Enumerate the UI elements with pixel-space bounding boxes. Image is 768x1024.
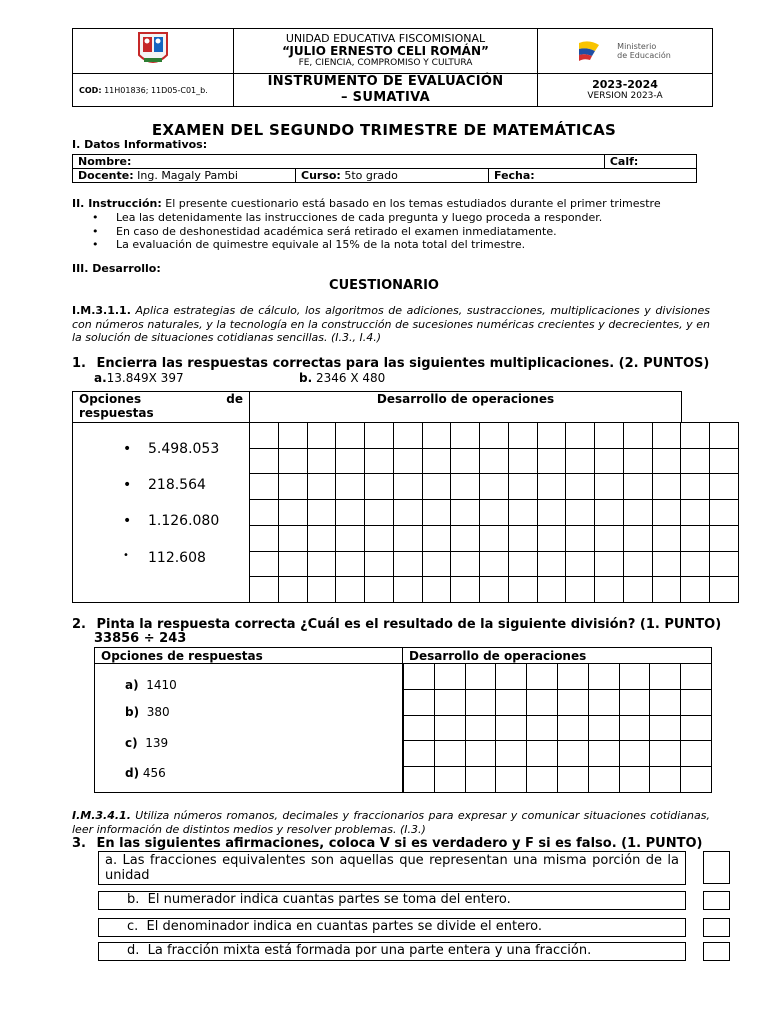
statement-a: a. Las fracciones equivalentes son aquellas que representan una misma porción de la unidad xyxy=(98,851,686,885)
school-logo-icon xyxy=(135,31,171,69)
grid-cell[interactable] xyxy=(451,577,480,603)
grid-cell[interactable] xyxy=(623,577,652,603)
exam-title: EXAMEN DEL SEGUNDO TRIMESTRE DE MATEMÁTICAS xyxy=(151,121,617,139)
grid-cell[interactable] xyxy=(527,664,558,690)
grid-cell[interactable] xyxy=(393,500,422,526)
version: VERSION 2023-A xyxy=(587,91,663,101)
grid-cell[interactable] xyxy=(307,448,336,474)
grid-cell[interactable] xyxy=(451,423,480,449)
answer-box-d[interactable] xyxy=(703,942,730,961)
grid-cell[interactable] xyxy=(595,551,624,577)
indicator-1-text: Aplica estrategias de cálculo, los algoritmos de adiciones, sustracciones, multiplicaciones y divisiones con números naturales, y la tecnología en la construcción de sucesiones numéricas crecientes y decrecientes, y en la solución de situaciones cotidianas sencillas. (I.3., I.4.) xyxy=(72,304,710,344)
grid-cell[interactable] xyxy=(508,525,537,551)
q1-col-development: Desarrollo de operaciones xyxy=(376,392,555,406)
grid-cell[interactable] xyxy=(588,715,619,741)
nombre-label: Nombre: xyxy=(78,155,132,168)
grid-cell[interactable] xyxy=(393,525,422,551)
q2-col-options: Opciones de respuestas xyxy=(95,648,403,664)
grid-cell[interactable] xyxy=(566,551,595,577)
ministry-logo-icon xyxy=(579,41,611,61)
grid-cell[interactable] xyxy=(652,500,681,526)
answer-box-c[interactable] xyxy=(703,918,730,937)
grid-cell[interactable] xyxy=(250,577,279,603)
grid-cell[interactable] xyxy=(278,423,307,449)
grid-cell[interactable] xyxy=(652,525,681,551)
grid-cell[interactable] xyxy=(434,664,465,690)
docente-label: Docente: xyxy=(78,169,134,182)
grid-cell[interactable] xyxy=(336,474,365,500)
grid-cell[interactable] xyxy=(336,448,365,474)
grid-cell[interactable] xyxy=(595,525,624,551)
question-3-text: En las siguientes afirmaciones, coloca V si es verdadero y F si es falso. (1. PUNTO) xyxy=(96,836,703,851)
grid-cell[interactable] xyxy=(422,423,451,449)
statement-c: c. El denominador indica en cuantas partes se divide el entero. xyxy=(98,918,686,937)
grid-cell[interactable] xyxy=(537,474,566,500)
grid-cell[interactable] xyxy=(681,715,712,741)
grid-cell[interactable] xyxy=(465,741,496,767)
instruction-bullet: • La evaluación de quimestre equivale al 15% de la nota total del trimestre. xyxy=(92,238,602,252)
grid-cell[interactable] xyxy=(537,423,566,449)
grid-cell[interactable] xyxy=(496,741,527,767)
indicator-2 xyxy=(72,809,710,836)
grid-cell[interactable] xyxy=(557,767,588,793)
q2-options-cell xyxy=(95,664,403,792)
grid-cell[interactable] xyxy=(710,474,739,500)
grid-cell[interactable] xyxy=(422,551,451,577)
grid-cell[interactable] xyxy=(307,474,336,500)
question-2-text: Pinta la respuesta correcta ¿Cuál es el resultado de la siguiente división? (1. PUNTO) xyxy=(96,617,722,632)
grid-cell[interactable] xyxy=(365,500,394,526)
grid-cell[interactable] xyxy=(404,741,435,767)
grid-cell[interactable] xyxy=(508,551,537,577)
grid-cell[interactable] xyxy=(508,423,537,449)
grid-cell[interactable] xyxy=(537,577,566,603)
indicator-2-code: I.M.3.4.1. xyxy=(72,809,131,822)
grid-cell[interactable] xyxy=(404,767,435,793)
grid-cell[interactable] xyxy=(623,423,652,449)
grid-cell[interactable] xyxy=(623,551,652,577)
answer-box-b[interactable] xyxy=(703,891,730,910)
grid-cell[interactable] xyxy=(681,577,710,603)
grid-cell[interactable] xyxy=(422,525,451,551)
grid-cell[interactable] xyxy=(527,689,558,715)
question-3-number: 3. xyxy=(72,836,86,851)
grid-cell[interactable] xyxy=(527,715,558,741)
grid-cell[interactable] xyxy=(619,689,650,715)
curso-label: Curso: xyxy=(301,169,341,182)
question-1-text: Encierra las respuestas correctas para las siguientes multiplicaciones. (2. PUNTOS) xyxy=(96,356,710,371)
grid-cell[interactable] xyxy=(681,551,710,577)
answer-box-a[interactable] xyxy=(703,851,730,884)
section1-title: I. Datos Informativos: xyxy=(72,138,208,151)
grid-cell[interactable] xyxy=(508,500,537,526)
instruction-bullets xyxy=(92,211,602,252)
q2-option-a[interactable]: a) 1410 xyxy=(125,678,177,692)
grid-cell[interactable] xyxy=(336,577,365,603)
grid-cell[interactable] xyxy=(650,689,681,715)
grid-cell[interactable] xyxy=(681,500,710,526)
grid-cell[interactable] xyxy=(250,525,279,551)
grid-cell[interactable] xyxy=(393,474,422,500)
header-table xyxy=(72,28,713,107)
instruction-label: II. Instrucción: xyxy=(72,197,162,210)
grid-cell[interactable] xyxy=(557,741,588,767)
q1-item-a: a.13.849X 397 xyxy=(94,371,184,385)
grid-cell[interactable] xyxy=(480,577,509,603)
grid-cell[interactable] xyxy=(434,715,465,741)
grid-cell[interactable] xyxy=(451,551,480,577)
grid-cell[interactable] xyxy=(595,448,624,474)
grid-cell[interactable] xyxy=(623,474,652,500)
grid-cell[interactable] xyxy=(652,448,681,474)
grid-cell[interactable] xyxy=(465,767,496,793)
school-motto: FE, CIENCIA, COMPROMISO Y CULTURA xyxy=(298,58,473,68)
grid-cell[interactable] xyxy=(278,525,307,551)
grid-cell[interactable] xyxy=(650,664,681,690)
grid-cell[interactable] xyxy=(650,741,681,767)
q1-table-header xyxy=(72,391,682,422)
grid-cell[interactable] xyxy=(681,423,710,449)
grid-cell[interactable] xyxy=(595,577,624,603)
grid-cell[interactable] xyxy=(451,525,480,551)
grid-cell[interactable] xyxy=(336,423,365,449)
grid-cell[interactable] xyxy=(681,767,712,793)
student-data-table xyxy=(72,154,697,183)
grid-cell[interactable] xyxy=(465,664,496,690)
grid-cell[interactable] xyxy=(527,741,558,767)
grid-cell[interactable] xyxy=(480,423,509,449)
q2-col-development: Desarrollo de operaciones xyxy=(403,648,711,664)
q1-options-cell: • 5.498.053 • 218.564 • 1.126.080 • 112.608 xyxy=(72,422,250,603)
grid-cell[interactable] xyxy=(681,448,710,474)
grid-cell[interactable] xyxy=(681,474,710,500)
grid-cell[interactable] xyxy=(650,767,681,793)
grid-cell[interactable] xyxy=(496,689,527,715)
school-info-cell xyxy=(234,29,538,74)
grid-cell[interactable] xyxy=(619,741,650,767)
grid-cell[interactable] xyxy=(557,689,588,715)
grid-cell[interactable] xyxy=(623,525,652,551)
grid-cell[interactable] xyxy=(393,448,422,474)
grid-cell[interactable] xyxy=(336,525,365,551)
grid-cell[interactable] xyxy=(307,500,336,526)
grid-cell[interactable] xyxy=(566,474,595,500)
grid-cell[interactable] xyxy=(250,474,279,500)
cuestionario-heading: CUESTIONARIO xyxy=(329,278,439,293)
school-name: “JULIO ERNESTO CELI ROMÁN” xyxy=(282,44,489,58)
grid-cell[interactable] xyxy=(588,767,619,793)
grid-cell[interactable] xyxy=(652,577,681,603)
grid-cell[interactable] xyxy=(650,715,681,741)
grid-cell[interactable] xyxy=(250,423,279,449)
instrument-title: INSTRUMENTO DE EVALUACIÓN – SUMATIVA xyxy=(267,74,504,105)
grid-cell[interactable] xyxy=(480,525,509,551)
grid-cell[interactable] xyxy=(537,551,566,577)
docente-value: Ing. Magaly Pambi xyxy=(137,169,238,182)
question-1 xyxy=(72,356,709,371)
grid-cell[interactable] xyxy=(393,551,422,577)
grid-cell[interactable] xyxy=(365,423,394,449)
grid-cell[interactable] xyxy=(336,551,365,577)
grid-cell[interactable] xyxy=(278,500,307,526)
grid-cell[interactable] xyxy=(365,474,394,500)
grid-cell[interactable] xyxy=(307,551,336,577)
grid-cell[interactable] xyxy=(537,448,566,474)
grid-cell[interactable] xyxy=(496,767,527,793)
question-3 xyxy=(72,836,702,851)
grid-cell[interactable] xyxy=(480,448,509,474)
statement-d: d. La fracción mixta está formada por una parte entera y una fracción. xyxy=(98,942,686,961)
grid-cell[interactable] xyxy=(595,500,624,526)
year-cell xyxy=(538,74,713,107)
grid-cell[interactable] xyxy=(278,577,307,603)
grid-cell[interactable] xyxy=(365,525,394,551)
instruction-bullet: • Lea las detenidamente las instrucciones de cada pregunta y luego proceda a responder. xyxy=(92,211,602,225)
grid-cell[interactable] xyxy=(619,664,650,690)
grid-cell[interactable] xyxy=(451,448,480,474)
grid-cell[interactable] xyxy=(508,577,537,603)
grid-cell[interactable] xyxy=(422,474,451,500)
grid-cell[interactable] xyxy=(250,551,279,577)
grid-cell[interactable] xyxy=(595,423,624,449)
grid-cell[interactable] xyxy=(278,474,307,500)
q2-option-d[interactable]: d) 456 xyxy=(125,766,166,780)
grid-cell[interactable] xyxy=(480,551,509,577)
q2-work-grid[interactable] xyxy=(403,663,712,793)
instruction-text: El presente cuestionario está basado en los temas estudiados durante el primer trimestre xyxy=(165,197,661,210)
question-2-number: 2. xyxy=(72,617,86,632)
grid-cell[interactable] xyxy=(451,474,480,500)
grid-cell[interactable] xyxy=(527,767,558,793)
curso-value: 5to grado xyxy=(344,169,398,182)
grid-cell[interactable] xyxy=(404,664,435,690)
question-2-operation: 33856 ÷ 243 xyxy=(94,631,187,646)
q1-work-grid[interactable] xyxy=(249,422,739,603)
grid-cell[interactable] xyxy=(595,474,624,500)
grid-cell[interactable] xyxy=(393,577,422,603)
grid-cell[interactable] xyxy=(710,423,739,449)
grid-cell[interactable] xyxy=(336,500,365,526)
q1-col-options: Opciones de respuestas xyxy=(73,392,250,423)
grid-cell[interactable] xyxy=(681,664,712,690)
indicator-1-code: I.M.3.1.1. xyxy=(72,304,131,317)
grid-cell[interactable] xyxy=(278,448,307,474)
grid-cell[interactable] xyxy=(480,500,509,526)
question-1-number: 1. xyxy=(72,356,86,371)
grid-cell[interactable] xyxy=(365,551,394,577)
grid-cell[interactable] xyxy=(652,551,681,577)
cod-cell: COD: 11H01836; 11D05-C01_b. xyxy=(73,74,234,107)
grid-cell[interactable] xyxy=(566,500,595,526)
grid-cell[interactable] xyxy=(480,474,509,500)
grid-cell[interactable] xyxy=(307,577,336,603)
statement-b: b. El numerador indica cuantas partes se toma del entero. xyxy=(98,891,686,910)
grid-cell[interactable] xyxy=(652,423,681,449)
calf-label: Calf: xyxy=(609,155,639,168)
grid-cell[interactable] xyxy=(434,741,465,767)
grid-cell[interactable] xyxy=(652,474,681,500)
grid-cell[interactable] xyxy=(566,423,595,449)
grid-cell[interactable] xyxy=(623,448,652,474)
grid-cell[interactable] xyxy=(710,551,739,577)
grid-cell[interactable] xyxy=(623,500,652,526)
grid-cell[interactable] xyxy=(365,577,394,603)
grid-cell[interactable] xyxy=(465,689,496,715)
grid-cell[interactable] xyxy=(557,664,588,690)
indicator-1 xyxy=(72,304,710,345)
grid-cell[interactable] xyxy=(557,715,588,741)
grid-cell[interactable] xyxy=(434,689,465,715)
fecha-label: Fecha: xyxy=(494,169,535,182)
instruction-bullet: • En caso de deshonestidad académica será retirado el examen inmediatamente. xyxy=(92,225,602,239)
grid-cell[interactable] xyxy=(619,715,650,741)
grid-cell[interactable] xyxy=(537,500,566,526)
grid-cell[interactable] xyxy=(496,664,527,690)
grid-cell[interactable] xyxy=(404,715,435,741)
grid-cell[interactable] xyxy=(566,577,595,603)
q2-option-b[interactable]: b) 380 xyxy=(125,705,170,719)
grid-cell[interactable] xyxy=(710,577,739,603)
grid-cell[interactable] xyxy=(681,741,712,767)
grid-cell[interactable] xyxy=(307,525,336,551)
grid-cell[interactable] xyxy=(566,448,595,474)
grid-cell[interactable] xyxy=(508,448,537,474)
grid-cell[interactable] xyxy=(588,689,619,715)
school-type: UNIDAD EDUCATIVA FISCOMISIONAL xyxy=(285,32,486,45)
section3-title: III. Desarrollo: xyxy=(72,262,161,275)
q1-item-b: b. 2346 X 480 xyxy=(299,371,386,385)
question-2 xyxy=(72,617,721,632)
ministry-logo-cell xyxy=(538,29,713,74)
grid-cell[interactable] xyxy=(588,664,619,690)
instrument-cell xyxy=(234,74,538,107)
grid-cell[interactable] xyxy=(619,767,650,793)
grid-cell[interactable] xyxy=(465,715,496,741)
grid-cell[interactable] xyxy=(422,577,451,603)
ministry-line-2: de Educación xyxy=(617,51,671,60)
grid-cell[interactable] xyxy=(681,689,712,715)
grid-cell[interactable] xyxy=(710,448,739,474)
grid-cell[interactable] xyxy=(710,500,739,526)
school-year: 2023-2024 xyxy=(592,78,658,91)
grid-cell[interactable] xyxy=(250,500,279,526)
grid-cell[interactable] xyxy=(404,689,435,715)
indicator-2-text: Utiliza números romanos, decimales y fraccionarios para expresar y comunicar situaciones cotidianas, leer información de distintos medios y resolver problemas. (I.3.) xyxy=(72,809,711,836)
grid-cell[interactable] xyxy=(434,767,465,793)
instruction-line xyxy=(72,197,661,210)
grid-cell[interactable] xyxy=(537,525,566,551)
grid-cell[interactable] xyxy=(508,474,537,500)
grid-cell[interactable] xyxy=(278,551,307,577)
grid-cell[interactable] xyxy=(566,525,595,551)
ministry-line-1: Ministerio xyxy=(617,42,657,51)
grid-cell[interactable] xyxy=(250,448,279,474)
grid-cell[interactable] xyxy=(451,500,480,526)
grid-cell[interactable] xyxy=(422,500,451,526)
grid-cell[interactable] xyxy=(588,741,619,767)
grid-cell[interactable] xyxy=(710,525,739,551)
school-logo-cell xyxy=(73,29,234,74)
grid-cell[interactable] xyxy=(422,448,451,474)
grid-cell[interactable] xyxy=(307,423,336,449)
grid-cell[interactable] xyxy=(496,715,527,741)
grid-cell[interactable] xyxy=(681,525,710,551)
q2-option-c[interactable]: c) 139 xyxy=(125,736,169,750)
grid-cell[interactable] xyxy=(365,448,394,474)
cod-value: 11H01836; 11D05-C01_b. xyxy=(104,85,208,95)
grid-cell[interactable] xyxy=(393,423,422,449)
